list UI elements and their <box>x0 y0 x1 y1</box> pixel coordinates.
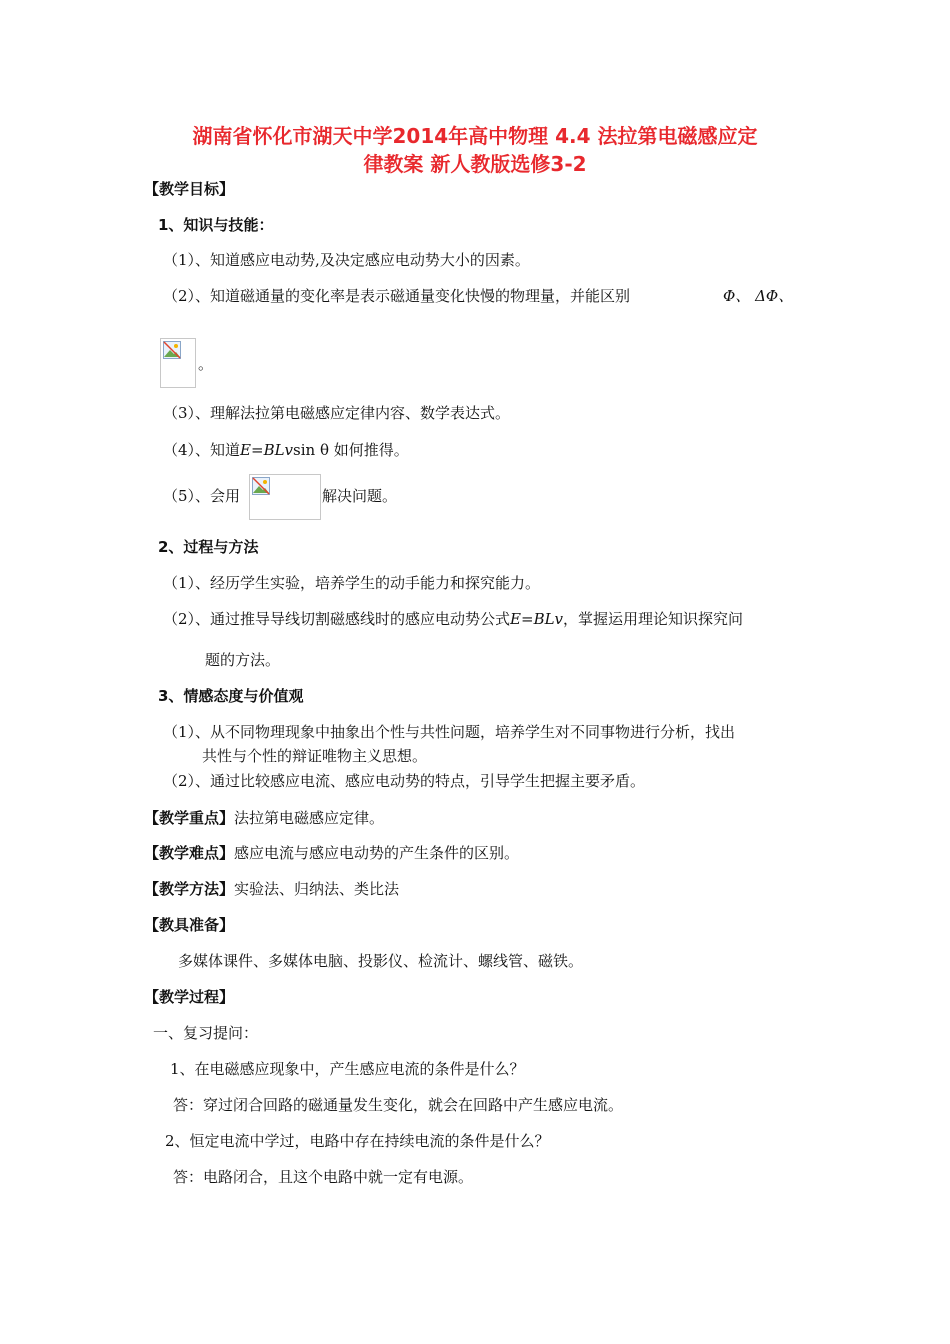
goal-item-3: （3）、理解法拉第电磁感应定律内容、数学表达式。 <box>163 404 511 422</box>
process-item-2-pre: （2）、通过推导导线切割磁感线时的感应电动势公式 <box>163 610 511 628</box>
goal-item-1: （1）、知道感应电动势,及决定感应电动势大小的因素。 <box>163 251 530 269</box>
goal-item-4-pre: （4）、知道 <box>163 441 241 459</box>
goal-item-4-post: sin θ 如何推得。 <box>293 441 409 459</box>
key-point-text: 法拉第电磁感应定律。 <box>234 809 385 827</box>
knowledge-skills-heading: 1、知识与技能： <box>158 216 274 234</box>
review-answer-2: 答：电路闭合，且这个电路中就一定有电源。 <box>173 1168 474 1186</box>
difficulty-text: 感应电流与感应电动势的产生条件的区别。 <box>234 844 520 862</box>
formula-image-placeholder <box>160 338 196 388</box>
goal-item-5-post: 解决问题。 <box>322 487 398 505</box>
document-title-line2: 律教案 新人教版选修3-2 <box>363 152 587 176</box>
difficulty-line <box>144 843 519 863</box>
process-item-2-post: ，掌握运用理论知识探究问 <box>563 610 744 628</box>
goal-item-2: （2）、知道磁通量的变化率是表示磁通量变化快慢的物理量，并能区别 <box>163 287 631 305</box>
method-text: 实验法、归纳法、类比法 <box>234 880 400 898</box>
broken-image-icon <box>163 341 181 359</box>
goal-item-4 <box>163 440 409 460</box>
method-label: 【教学方法】 <box>144 880 235 898</box>
process-item-2 <box>163 609 743 629</box>
key-point-line <box>144 808 384 828</box>
equipment-label: 【教具准备】 <box>144 916 235 934</box>
attitude-item-1: （1）、从不同物理现象中抽象出个性与共性问题，培养学生对不同事物进行分析，找出 <box>163 723 736 741</box>
formula-image-placeholder-2 <box>249 474 321 520</box>
teaching-process-label: 【教学过程】 <box>144 988 235 1006</box>
goals-heading: 【教学目标】 <box>144 180 235 198</box>
goal-item-5-pre: （5）、会用 <box>163 487 241 505</box>
review-question-2: 2、恒定电流中学过，电路中存在持续电流的条件是什么？ <box>165 1132 550 1150</box>
attitude-values-heading: 3、情感态度与价值观 <box>158 687 304 705</box>
review-question-1: 1、在电磁感应现象中，产生感应电流的条件是什么？ <box>170 1060 525 1078</box>
method-line <box>144 879 399 899</box>
attitude-item-2: （2）、通过比较感应电流、感应电动势的特点，引导学生把握主要矛盾。 <box>163 772 646 790</box>
review-heading: 一、复习提问： <box>153 1024 259 1042</box>
process-item-2-cont: 题的方法。 <box>205 651 281 669</box>
formula-e-blv-2: E=BLv <box>510 610 564 628</box>
broken-image-icon <box>252 477 270 495</box>
process-item-1: （1）、经历学生实验，培养学生的动手能力和探究能力。 <box>163 574 541 592</box>
formula-e-blv: E=BLv <box>240 441 294 459</box>
attitude-item-1-cont: 共性与个性的辩证唯物主义思想。 <box>202 747 428 765</box>
goal-item-2-end: 。 <box>198 355 214 373</box>
review-answer-1: 答：穿过闭合回路的磁通量发生变化，就会在回路中产生感应电流。 <box>173 1096 624 1114</box>
difficulty-label: 【教学难点】 <box>144 844 235 862</box>
document-title-line1: 湖南省怀化市湖天中学2014年高中物理 4.4 法拉第电磁感应定 <box>192 124 758 148</box>
equipment-text: 多媒体课件、多媒体电脑、投影仪、检流计、螺线管、磁铁。 <box>178 952 584 970</box>
key-point-label: 【教学重点】 <box>144 809 235 827</box>
flux-symbols: Φ、 ΔΦ、 <box>723 287 794 305</box>
process-method-heading: 2、过程与方法 <box>158 538 259 556</box>
